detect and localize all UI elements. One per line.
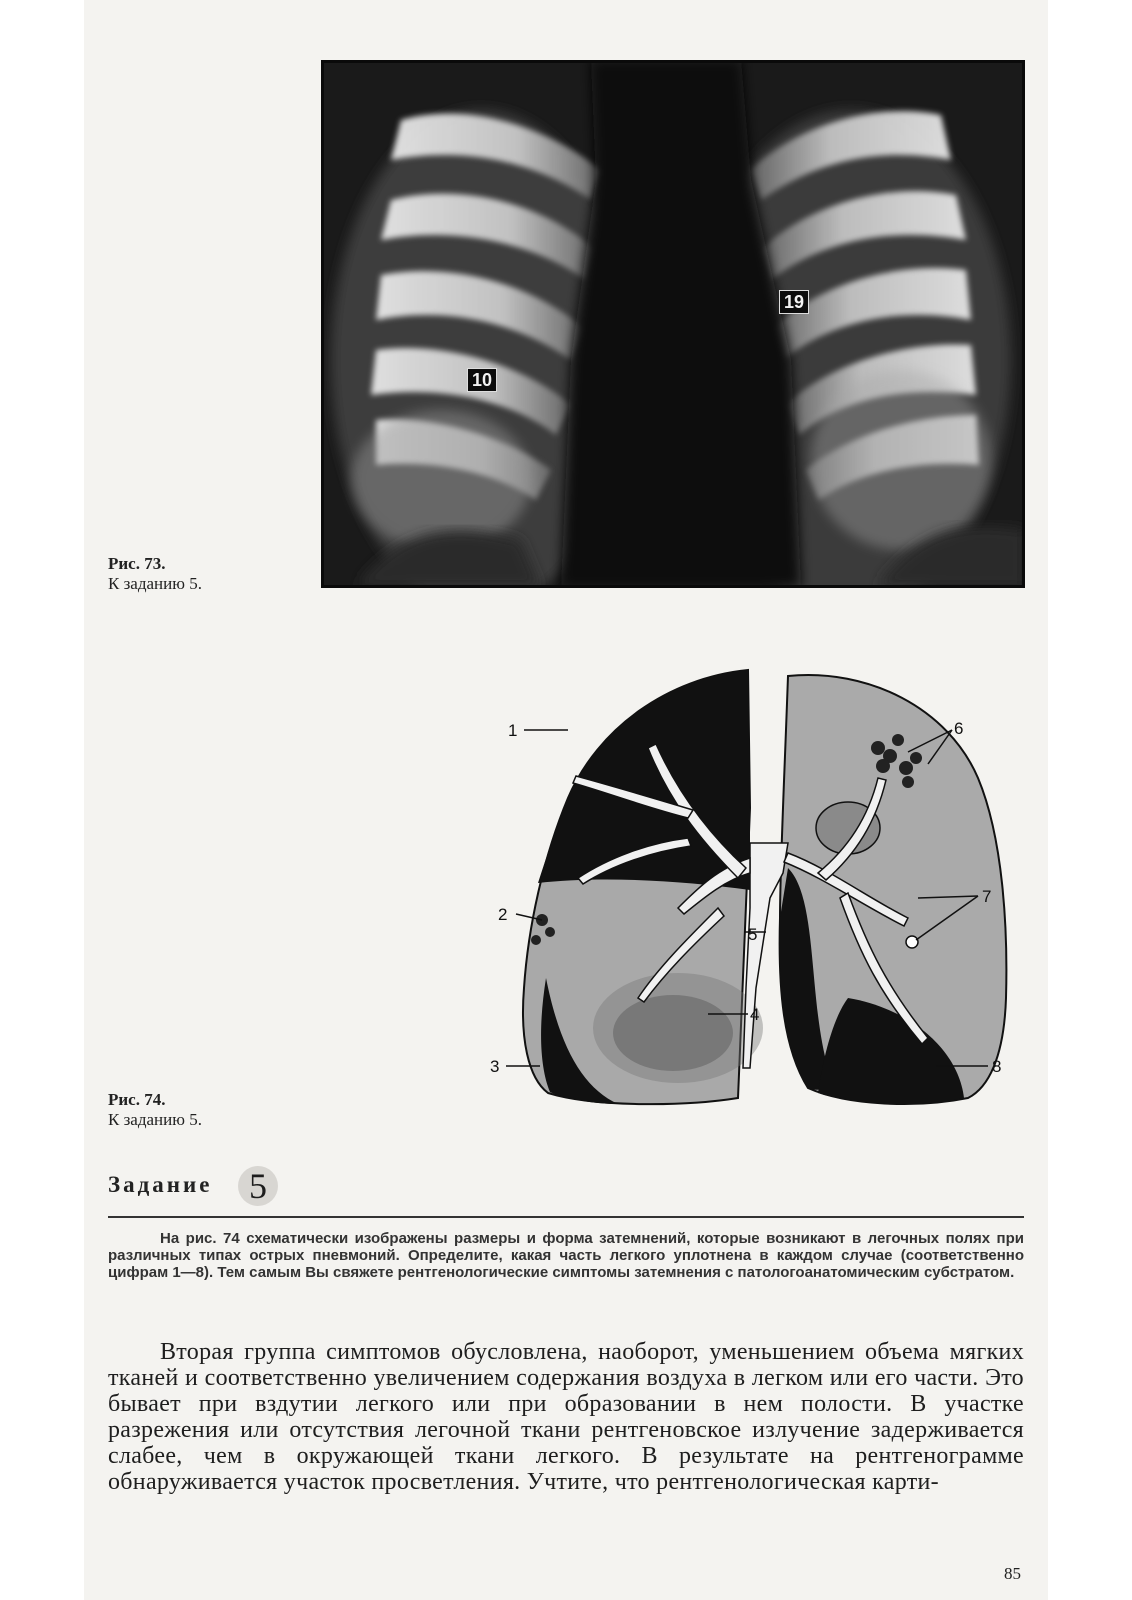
xray-marker-10: 10: [467, 368, 497, 392]
page-number: 85: [1004, 1564, 1021, 1583]
section-divider: [108, 1216, 1024, 1218]
diagram-label-4: 4: [750, 1005, 760, 1024]
body-paragraph: Вторая группа симптомов обусловлена, наоборот, уменьшением объема мягких тканей и соответственно увеличением содержания воздуха в легком или его части. Это бывает при вздутии легкого или при образовании в нем полости. В участке разрежения или отсутствия легочной ткани рентгеновское излучение задерживается слабее, чем в окружающей ткани легкого. В результате на рентгенограмме обнаруживается участок просветления. Учтите, что рентгенологическая карти-: [108, 1339, 1024, 1495]
diagram-label-1: 1: [508, 721, 518, 740]
diagram-label-2: 2: [498, 905, 508, 924]
figure-73-ref: К заданию 5.: [108, 574, 202, 593]
figure-74-caption: [108, 1090, 202, 1130]
diagram-label-7: 7: [982, 887, 992, 906]
task-description: На рис. 74 схематически изображены размеры и форма затемнений, которые возникают в легочных полях при различных типах острых пневмоний. Определите, какая часть легкого уплотнена в каждом случае (соответственно цифрам 1—8). Тем самым Вы свяжете рентгенологические симптомы затемнения с патологоанатомическим субстратом.: [108, 1230, 1024, 1281]
figure-74-ref: К заданию 5.: [108, 1110, 202, 1129]
xray-drawing: [321, 60, 1025, 588]
diagram-label-6: 6: [954, 719, 964, 738]
cavity-7: [906, 936, 918, 948]
figure-73-label: Рис. 73.: [108, 554, 166, 573]
focal-shadow-4: [593, 973, 763, 1083]
figure-73-caption: [108, 554, 202, 594]
figure-74-label: Рис. 74.: [108, 1090, 166, 1109]
diagram-label-5: 5: [748, 925, 758, 944]
task-title: Задание: [108, 1172, 213, 1197]
xray-image: [321, 60, 1025, 588]
xray-marker-19: 19: [779, 290, 809, 314]
diagram-label-3: 3: [490, 1057, 500, 1076]
lung-diagram: [488, 668, 1032, 1128]
diagram-label-8: 8: [992, 1057, 1002, 1076]
task-number: 5: [238, 1166, 278, 1206]
